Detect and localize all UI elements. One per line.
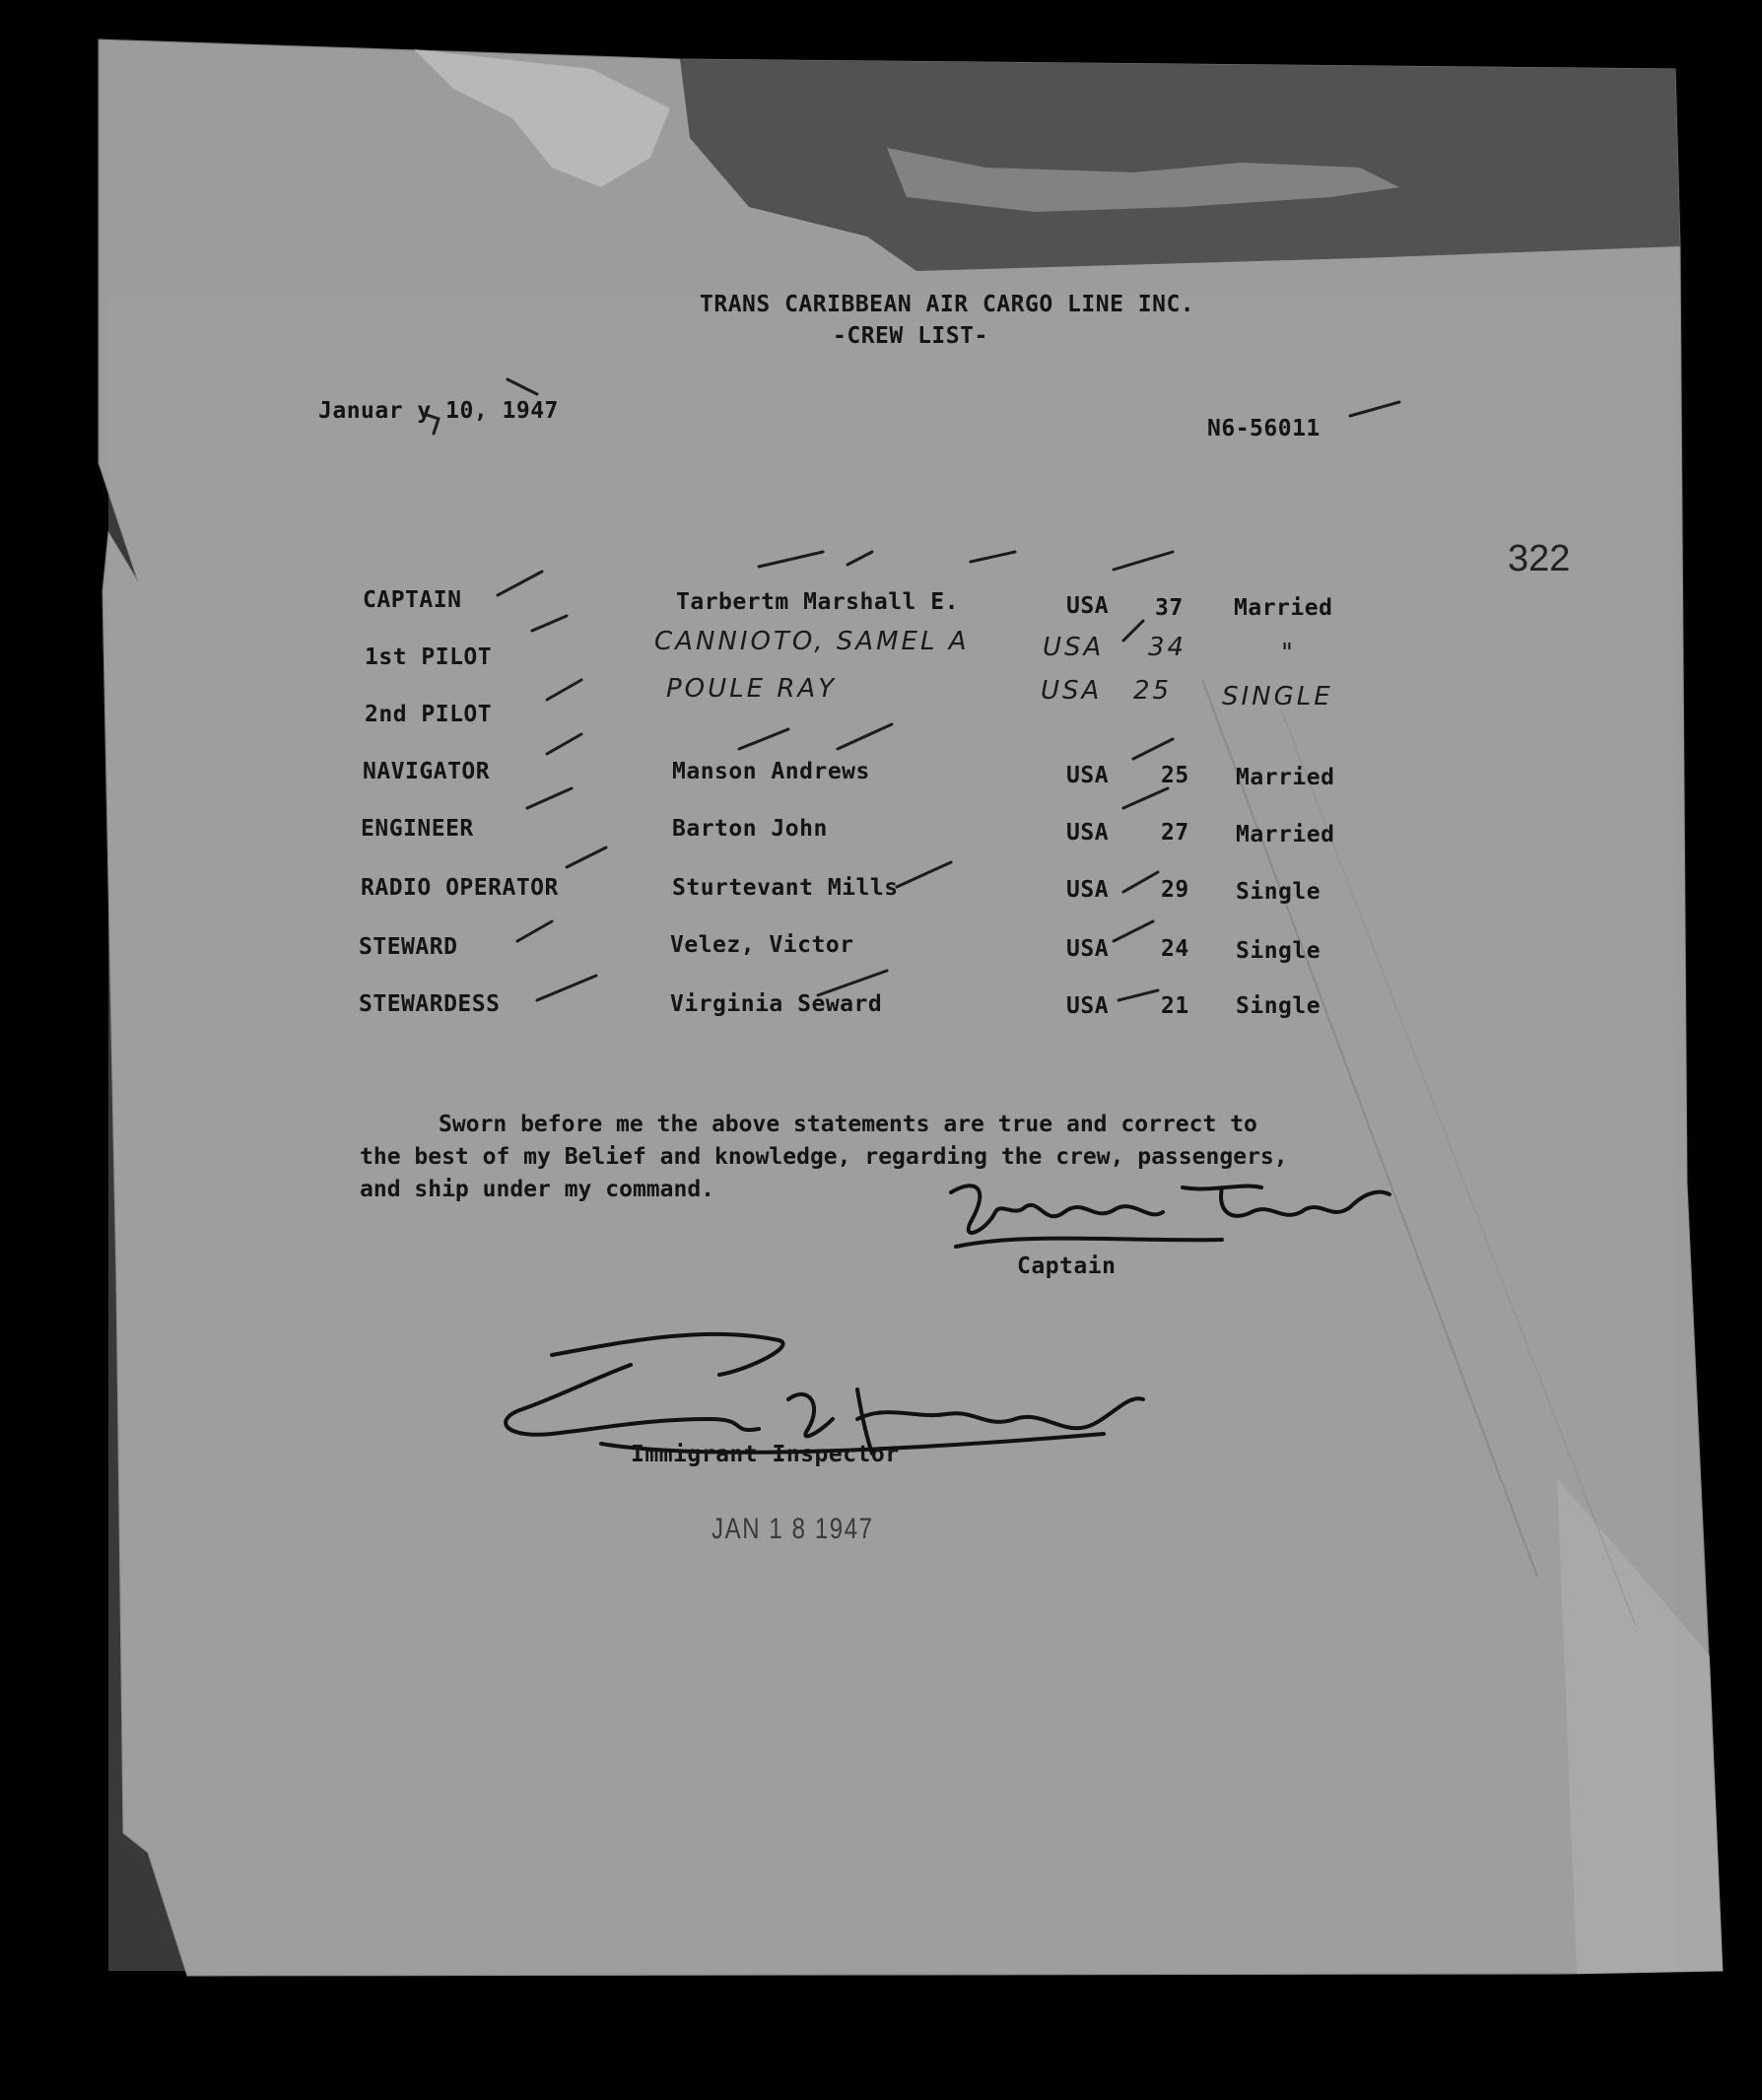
crew-age: 25 [1133,676,1173,706]
crew-age: 24 [1161,936,1189,962]
crew-status: SINGLE [1222,682,1333,711]
crew-age: 27 [1161,820,1189,846]
crew-name: Barton John [672,816,828,842]
crew-status: Single [1236,938,1322,964]
crew-nationality: USA [1041,676,1103,706]
crew-status: Married [1236,765,1335,790]
crew-position: 1st PILOT [365,644,493,670]
crew-status: Married [1236,822,1335,847]
statement-line: Sworn before me the above statements are true and correct to [439,1112,1257,1137]
document-subtitle: -CREW LIST- [833,323,988,349]
crew-position: 2nd PILOT [365,702,493,727]
crew-position: STEWARD [359,934,458,960]
crew-age: 29 [1161,877,1189,903]
date-stamp: JAN 1 8 1947 [712,1513,874,1545]
company-heading: TRANS CARIBBEAN AIR CARGO LINE INC. [700,292,1195,317]
aircraft-registration: N6-56011 [1207,416,1321,441]
crew-age: 37 [1155,595,1184,621]
crew-position: CAPTAIN [363,587,462,613]
crew-status: Single [1236,993,1322,1019]
crew-status: Single [1236,879,1322,905]
crew-status: " [1281,639,1296,668]
crew-age: 34 [1148,633,1187,662]
crew-name: Manson Andrews [672,759,870,784]
crew-name: POULE RAY [666,674,838,704]
crew-name: Tarbertm Marshall E. [676,589,959,615]
crew-position: NAVIGATOR [363,759,491,784]
crew-age: 21 [1161,993,1189,1019]
crew-nationality: USA [1066,820,1110,846]
crew-position: STEWARDESS [359,991,501,1017]
crew-nationality: USA [1066,877,1110,903]
crew-name: Sturtevant Mills [672,875,899,901]
crew-nationality: USA [1066,763,1110,788]
crew-nationality: USA [1066,593,1110,619]
captain-label: Captain [1017,1253,1117,1279]
crew-nationality: USA [1066,936,1110,962]
document-date: Januar y 10, 1947 [318,398,559,424]
crew-position: RADIO OPERATOR [361,875,559,901]
crew-status: Married [1234,595,1333,621]
crew-nationality: USA [1066,993,1110,1019]
crew-position: ENGINEER [361,816,474,842]
page-number: 322 [1508,538,1571,579]
statement-line: and ship under my command. [360,1177,715,1202]
crew-name: CANNIOTO, SAMEL A [654,627,970,656]
crew-nationality: USA [1043,633,1105,662]
statement-line: the best of my Belief and knowledge, regarding the crew, passengers, [360,1144,1288,1170]
inspector-label: Immigrant Inspector [631,1442,900,1467]
crew-name: Velez, Victor [670,932,854,958]
crew-age: 25 [1161,763,1189,788]
crew-name: Virginia Seward [670,991,883,1017]
